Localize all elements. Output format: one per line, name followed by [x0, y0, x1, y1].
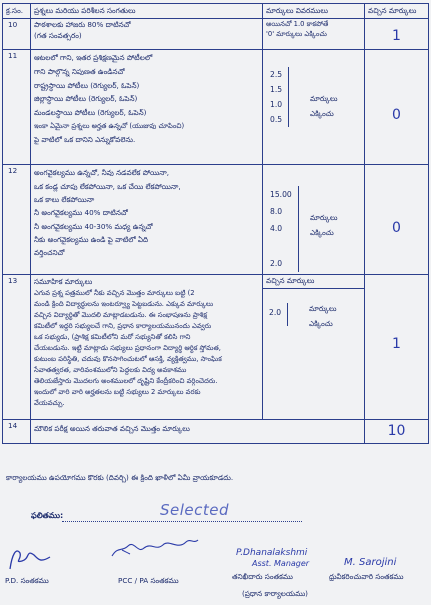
- marks-line: అయినచో 1.0 కాకపోతే: [266, 20, 329, 29]
- row-sno: 10: [3, 19, 31, 50]
- question-line: సమూహిక మార్కులు: [34, 277, 93, 287]
- marks-label: మార్కులు: [309, 303, 337, 313]
- row-marks-details: [263, 275, 365, 420]
- marks-value: 2.0: [269, 303, 288, 326]
- question-line: మౌలిక పరీక్ష అయిన తరువాత వచ్చిన మొత్తం మార్కులు: [34, 424, 190, 434]
- question-line: జిల్లాస్థాయి పోటీలు (రెగ్యులర్, ఓపెన్): [34, 94, 138, 104]
- question-line: ఆటలలో గాని, ఇతర ప్రశిక్షణమైన పోటీలలో: [34, 53, 153, 63]
- question-line: పాఠశాలకు హాజరు 80% దాటినచో: [34, 20, 131, 30]
- question-line: పై వాటిలో ఒక దానిని ఎన్నుకోవలెను.: [34, 134, 136, 144]
- row-sno: 11: [3, 50, 31, 165]
- verifier-signature-label: తనిఖీదారు సంతకము: [232, 572, 293, 581]
- header-question: ప్రశ్నలు మరియు పరిశీలన సంగతులు: [31, 4, 263, 19]
- table-row: [3, 275, 429, 420]
- header-marks-obtained: వచ్చిన మార్కులు: [365, 4, 429, 19]
- marks-value: 15.00: [270, 190, 292, 200]
- question-line: వచ్చిన విద్యార్థితో మొదలి మాట్లాడబడును. ఈ సంభాషణను ప్రాశిక్ష: [34, 311, 208, 320]
- row-marks-obtained: [365, 19, 429, 50]
- marks-label: మార్కులు: [310, 94, 338, 104]
- question-line: చేయబడును. ఇట్టి మాట్లాడు సభ్యులు ప్రధానంగా విద్యార్థి ఆర్థిక స్తోమత,: [34, 344, 221, 353]
- table-header-row: [3, 4, 429, 19]
- row-marks-obtained: [365, 165, 429, 275]
- result-value: Selected: [160, 501, 230, 519]
- question-line: సేవాతత్వరత, వారివంశములోని పెద్దలకు విద్య అవకాశము: [34, 366, 187, 375]
- row-question: [31, 420, 365, 443]
- header-marks-details: మార్కులు వివరములు: [263, 4, 365, 19]
- office-use-note: కార్యాలయము ఉపయోగము కొరకు (దివర్చి) ఈ క్రింది ఖాళీలో ఏమీ వ్రాయకూడదు.: [6, 473, 234, 482]
- office-label: (ప్రధాన కార్యాలయము): [242, 589, 308, 598]
- question-line: వేయవచ్చు.: [34, 399, 65, 408]
- handwritten-mark: 1: [392, 28, 401, 45]
- question-line: ఎగువ ప్రశ్న పత్రములో నీకు వచ్చిన మొత్తం మార్కులు బట్టి (2: [34, 289, 195, 298]
- pcc-signature-label: PCC / PA సంతకము: [118, 576, 179, 585]
- question-line: కమిటీలో ఇద్దరి సభ్యులచే గాని, ప్రధాన కార్యాలయమునందు ఎవ్వరు: [34, 322, 212, 331]
- row-sno: 14: [3, 420, 31, 443]
- pd-signature-scribble: [4, 543, 54, 573]
- row-sno: 13: [3, 275, 31, 420]
- question-line: అంగవైకల్యము ఉన్నచో, నీవు నడవలేక పోయినా,: [34, 168, 170, 178]
- question-line: ఒక కాలు లేకపోయినా: [34, 195, 95, 205]
- secretary-signature-label: ధ్రువీకరించువారి సంతకము: [329, 572, 404, 581]
- secretary-handwritten-name: M. Sarojini: [344, 557, 397, 568]
- question-line: ఒక కండ్ల చూపు లేకపోయినా, ఒక చేయి లేకపోయినా,: [34, 181, 181, 191]
- marks-value: 2.0: [270, 259, 283, 269]
- marks-value: 0.5: [270, 115, 283, 125]
- handwritten-mark: 1: [392, 336, 401, 353]
- row-marks-details: [263, 50, 365, 165]
- question-line: నీ అంగవైకల్యము 40-30% మధ్య ఉన్నచో: [34, 221, 153, 231]
- question-line: కుటుంబ పరిస్థితి, చదువు కొనసాగించుటలో ఆసక్తి, వ్యక్తిత్వము, సాంఘిక: [34, 355, 222, 364]
- question-line: మండలస్థాయి పోటీలు (రెగ్యులర్, ఓపెన్): [34, 108, 147, 118]
- row-question: [31, 19, 263, 50]
- row-question: [31, 50, 263, 165]
- marks-value: 4.0: [270, 224, 283, 234]
- row-marks-obtained: [365, 420, 429, 443]
- question-line: నీకు అంగవైకల్యము ఉండి పై వాటిలో ఏది: [34, 235, 149, 244]
- question-line: రాష్ట్రస్థాయి పోటీలు (రెగ్యులర్, ఓపెన్): [34, 80, 140, 90]
- marks-value: 1.0: [270, 100, 283, 110]
- question-line: ఒక సభ్యుడు, (ప్రాశిక్ష కమిటీలోని మరో సభ్యునితో కలిసి గాని: [34, 333, 191, 342]
- result-label: ఫలితము:: [31, 511, 64, 520]
- table-row: [3, 165, 429, 275]
- row-question: [31, 165, 263, 275]
- verifier-handwritten-title: Asst. Manager: [252, 559, 310, 568]
- handwritten-mark: 0: [392, 220, 401, 237]
- question-line: తెలియజేస్తారు మొదలగు అంశములలో దృష్టిని కేంద్రీకరించి వర్గించెదరు.: [34, 377, 218, 386]
- marks-label: ఎక్కించు: [309, 318, 333, 328]
- question-line: నీ అంగవైకల్యము 40% దాటినచో: [34, 208, 128, 218]
- question-line: గాని పాల్గొన్న నిపుణత ఉండినచో: [34, 67, 125, 77]
- pcc-signature-scribble: [108, 532, 200, 562]
- question-line: వర్తించనిచో: [34, 248, 65, 258]
- table-row: [3, 420, 429, 443]
- marks-table: [2, 3, 429, 444]
- marks-value: 8.0: [270, 207, 283, 217]
- row-marks-obtained: [365, 50, 429, 165]
- handwritten-total: 10: [387, 423, 406, 440]
- marks-line: '0' మార్కులు ఎక్కించు: [266, 30, 327, 39]
- marks-value: 1.5: [270, 85, 283, 95]
- marks-subheader: వచ్చిన మార్కులు: [263, 275, 364, 288]
- marks-label: ఎక్కించు: [310, 109, 334, 119]
- row-marks-details: [263, 19, 365, 50]
- question-line: (గత సంవత్సరం): [34, 30, 82, 40]
- table-row: [3, 19, 429, 50]
- question-line: ఇంకా ఏమైనా ప్రశ్నలు అర్హత ఉన్నచో (యుజువు చూపించి): [34, 121, 185, 130]
- handwritten-mark: 0: [392, 107, 401, 124]
- marks-value: 2.5: [270, 70, 283, 80]
- row-marks-details: [263, 165, 365, 275]
- row-sno: 12: [3, 165, 31, 275]
- verifier-handwritten-name: P.Dhanalakshmi: [236, 548, 308, 558]
- result-underline: [62, 521, 302, 522]
- question-line: మండి క్రింది విద్యార్థులను ఇంటర్వ్యూ పెట్టబడును. ఎక్కువ మార్కులు: [34, 300, 214, 309]
- row-marks-obtained: [365, 275, 429, 420]
- table-row: [3, 50, 429, 165]
- marks-label: ఎక్కించు: [310, 228, 334, 238]
- row-question: [31, 275, 263, 420]
- question-line: ఇందులో వారి వారి అర్హతలను బట్టి సభ్యులు 2 మార్కులు వరకు: [34, 388, 201, 397]
- header-sno: క్ర.సం.: [3, 4, 31, 19]
- pd-signature-label: P.D. సంతకము: [5, 576, 49, 585]
- marks-label: మార్కులు: [310, 213, 338, 223]
